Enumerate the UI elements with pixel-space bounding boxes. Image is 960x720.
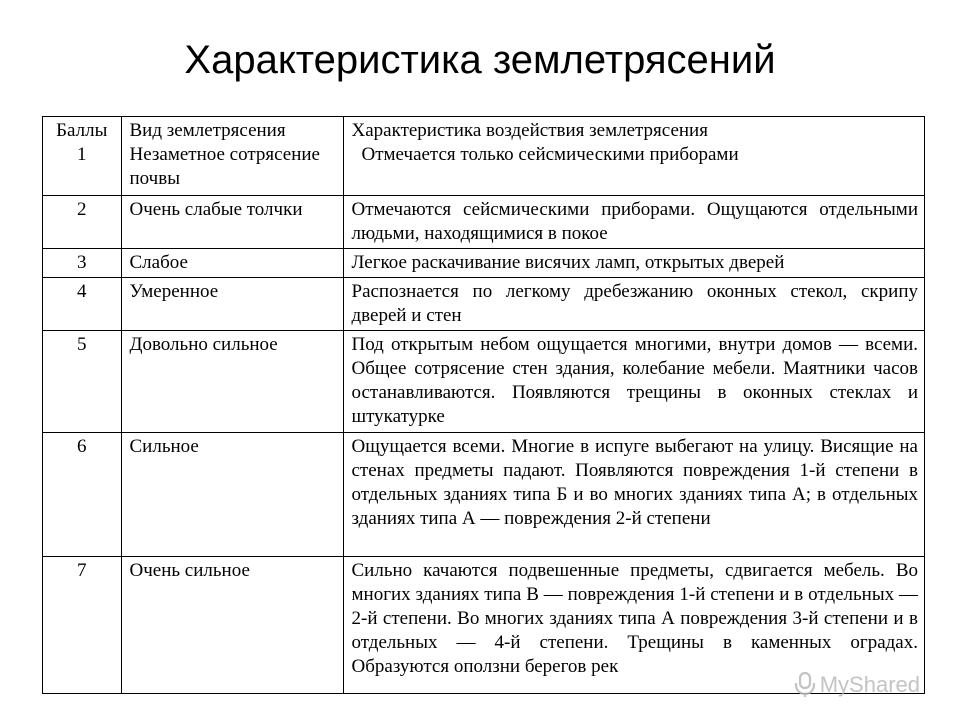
- table-row: [43, 432, 924, 556]
- row-type: Слабое: [121, 248, 343, 277]
- row-desc: Сильно качаются подвешенные предметы, сдвигается мебель. Во многих зданиях типа В — повреждения 1-й степени и в отдельных — 2-й степени. Во многих зданиях типа А повреждения 3-й степени и в отдельных — 4-й степени. Трещины в каменных оградах. Образуются оползни берегов рек: [343, 556, 924, 693]
- row-type: Сильное: [121, 432, 343, 556]
- row-score: 2: [43, 195, 121, 248]
- slide-title: Характеристика землетрясений: [184, 38, 776, 82]
- row-score: 7: [43, 556, 121, 693]
- table-row: [43, 556, 924, 693]
- table-row: [43, 248, 924, 277]
- watermark: [794, 672, 920, 698]
- mic-icon: [794, 672, 816, 698]
- header-type-label: Вид землетрясения: [129, 120, 286, 141]
- row-type: Умеренное: [121, 277, 343, 330]
- header-score-label: Баллы: [56, 120, 108, 141]
- row-type: Довольно сильное: [121, 330, 343, 432]
- header-score-cell: [43, 117, 121, 195]
- header-desc-cell: [343, 117, 924, 195]
- first-row-score: 1: [77, 144, 87, 165]
- row-type: Очень сильное: [121, 556, 343, 693]
- earthquake-table-frame: [42, 116, 925, 694]
- header-desc-label: Характеристика воздействия землетрясения: [351, 120, 708, 141]
- row-desc: Распознается по легкому дребезжанию оконных стекол, скрипу дверей и стен: [343, 277, 924, 330]
- table-row: [43, 330, 924, 432]
- row-score: 5: [43, 330, 121, 432]
- row-desc: Легкое раскачивание висячих ламп, открытых дверей: [343, 248, 924, 277]
- watermark-text: MyShared: [819, 672, 920, 697]
- header-type-cell: [121, 117, 343, 195]
- first-row-desc: Отмечается только сейсмическими приборами: [361, 144, 739, 165]
- row-score: 3: [43, 248, 121, 277]
- row-desc: Под открытым небом ощущается многими, внутри домов — всеми. Общее сотрясение стен здания, колебание мебели. Маятники часов останавливаются. Появляются трещины в оконных стеклах и штукатурке: [343, 330, 924, 432]
- row-type: Очень слабые толчки: [121, 195, 343, 248]
- first-row-type: Незаметное сотрясение почвы: [129, 144, 320, 189]
- table-row: [43, 195, 924, 248]
- row-desc: Ощущается всеми. Многие в испуге выбегают на улицу. Висящие на стенах предметы падают. Появляются повреждения 1-й степени в отдельных зданиях типа Б и во многих зданиях типа А; в отдельных зданиях типа А — повреждения 2-й степени: [343, 432, 924, 556]
- table-row: [43, 277, 924, 330]
- earthquake-table: [43, 117, 924, 693]
- table-header-row: [43, 117, 924, 195]
- row-score: 6: [43, 432, 121, 556]
- row-desc: Отмечаются сейсмическими приборами. Ощущаются отдельными людьми, находящимися в покое: [343, 195, 924, 248]
- row-score: 4: [43, 277, 121, 330]
